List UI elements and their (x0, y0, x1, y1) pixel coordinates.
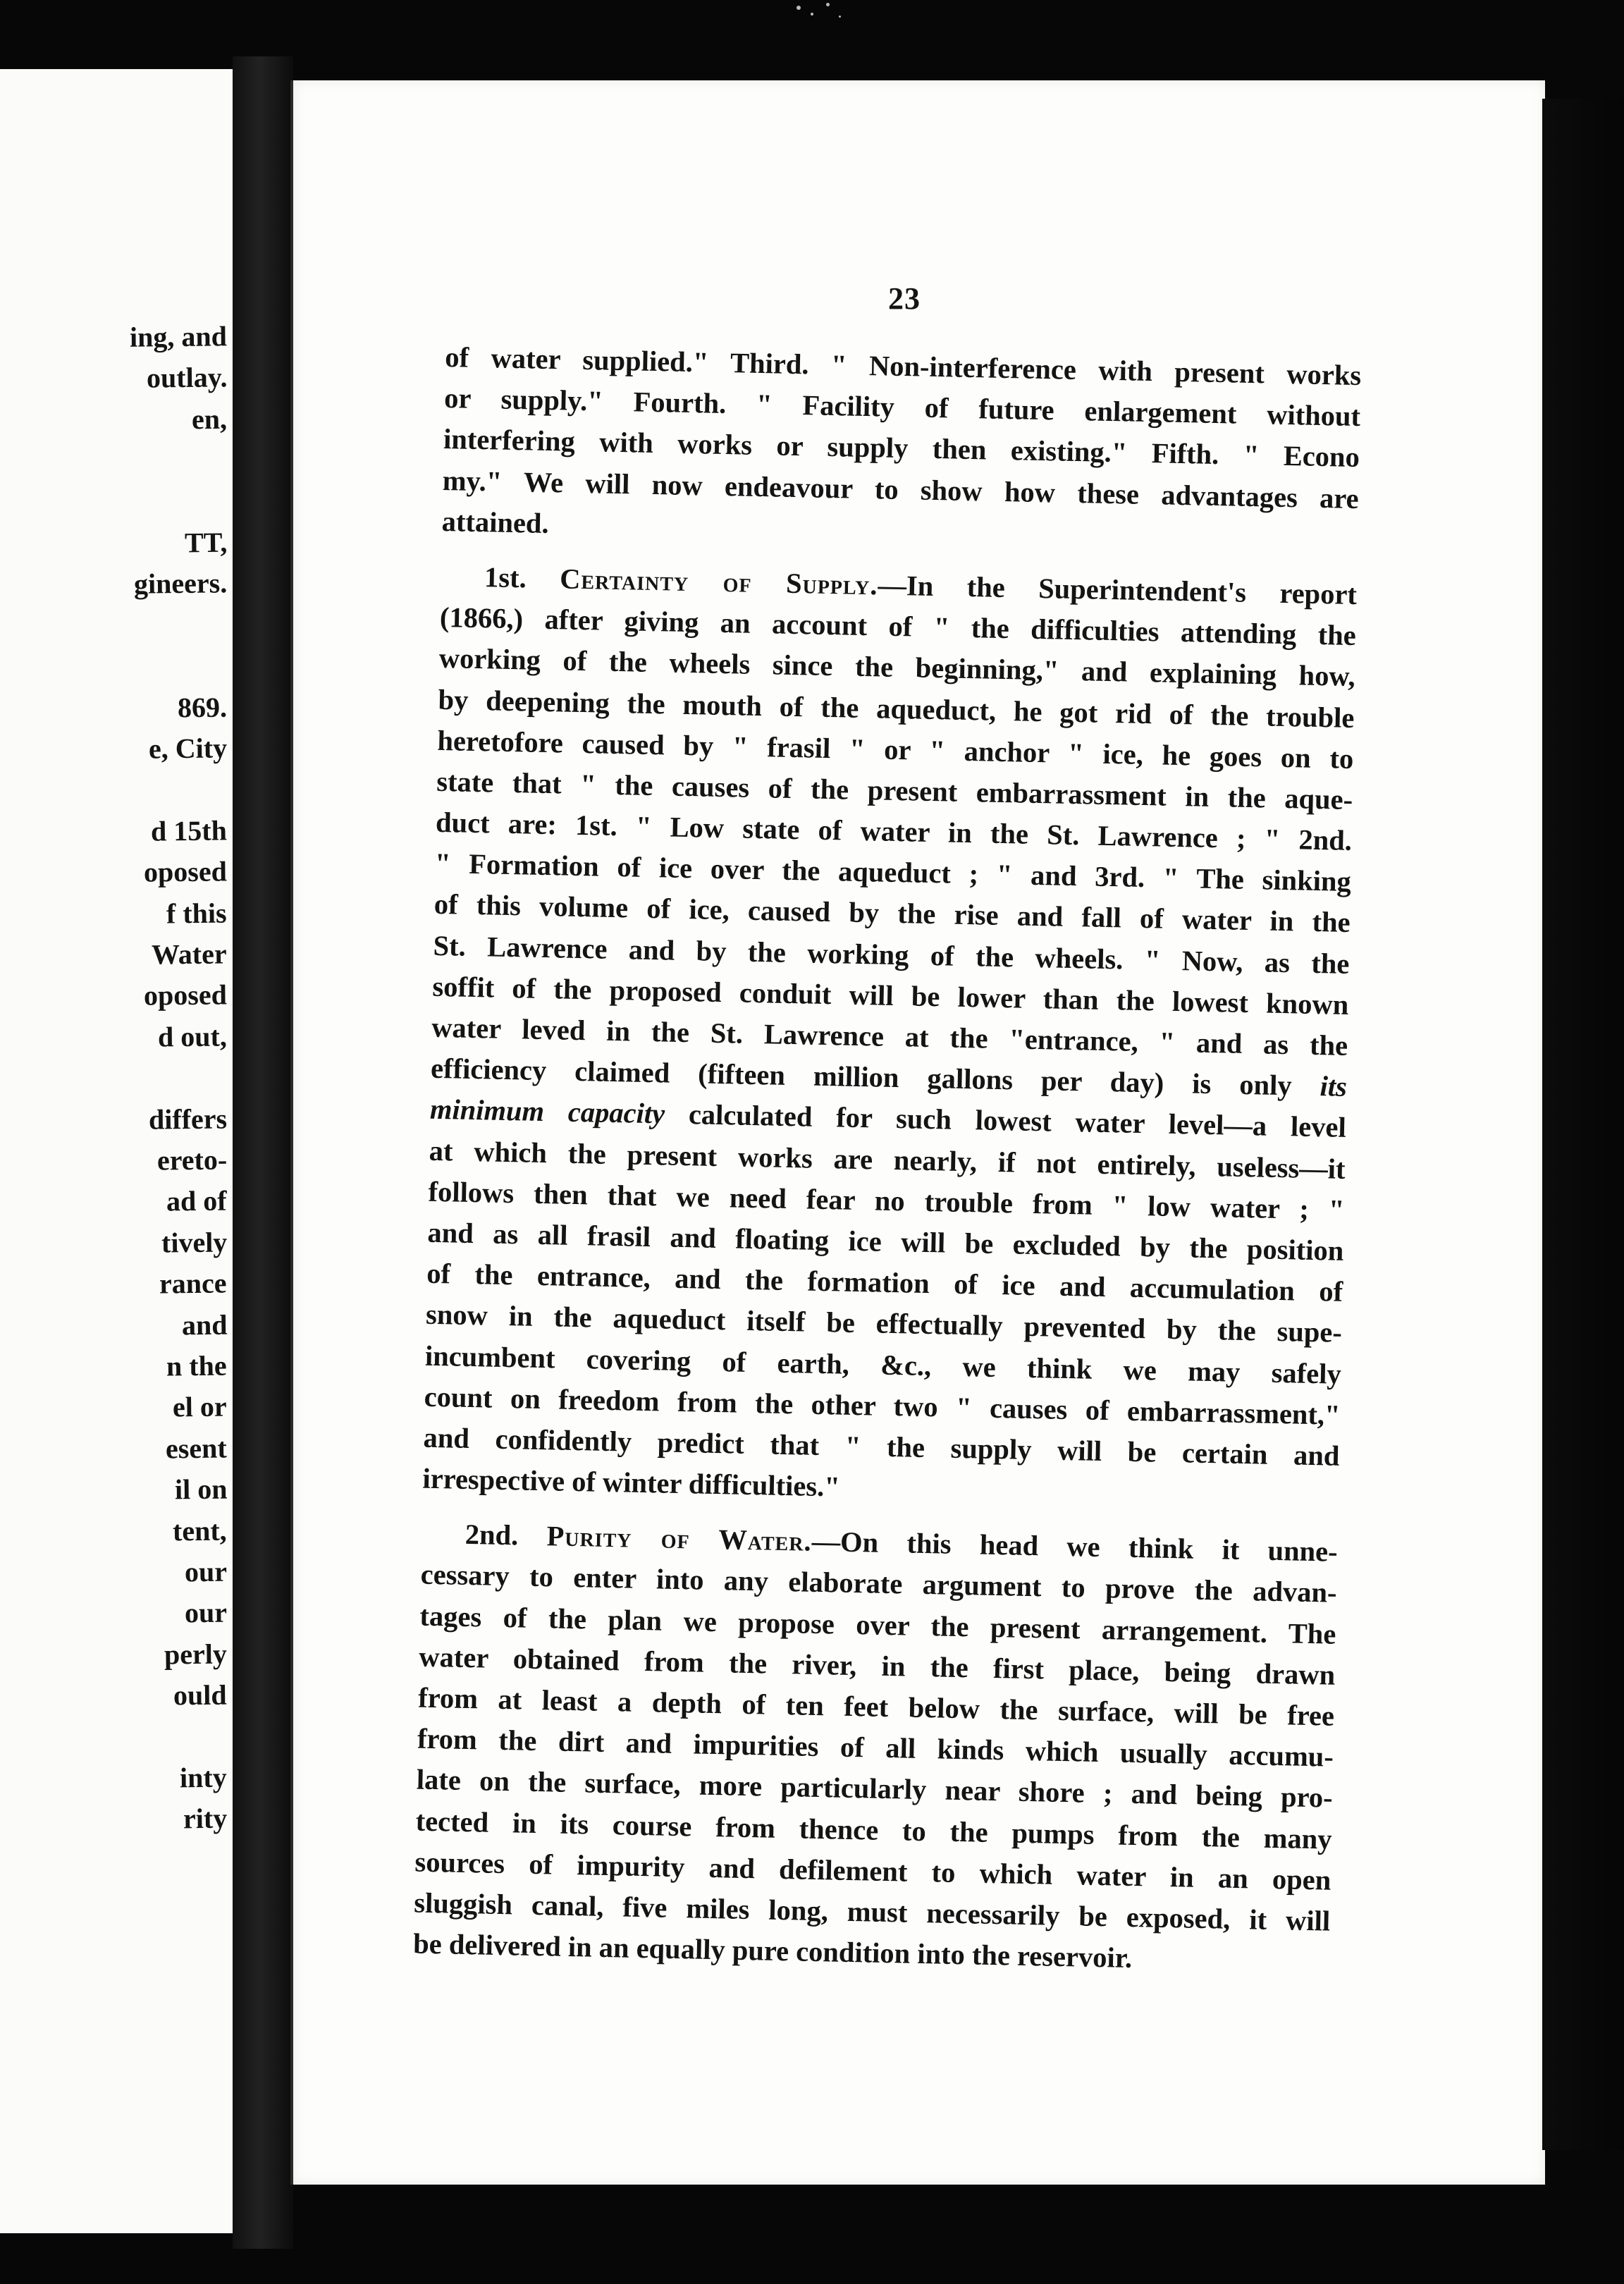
line-text: or supply." Fourth. " Facility of future enlargement without (443, 382, 1361, 433)
left-page-line: f this (166, 897, 228, 930)
section-number: 1st. (484, 561, 560, 595)
left-page-line: ing, and (129, 320, 228, 353)
left-page-line: differs (148, 1103, 228, 1136)
left-page-line: rity (183, 1803, 228, 1835)
left-page-fragment (0, 69, 237, 2233)
line-text: soffit of the proposed conduit will be lower than the lowest known (432, 970, 1349, 1021)
right-background-edge (1542, 99, 1624, 2150)
page-body-text (413, 337, 1362, 1983)
line-text: attained. (441, 505, 550, 539)
line-text: snow in the aqueduct itself be effectually prevented by the supe- (425, 1298, 1343, 1349)
section-number: 2nd. (465, 1518, 548, 1552)
line-text: interfering with works or supply then existing." Fifth. " Econo (443, 423, 1360, 474)
line-text: be delivered in an equally pure condition into the reservoir. (412, 1927, 1133, 1975)
line-text: sluggish canal, five miles long, must necessarily be exposed, it will (413, 1886, 1331, 1937)
line-text: at which the present works are nearly, if not entirely, useless—it (429, 1134, 1346, 1185)
left-page-line: ereto- (156, 1143, 228, 1177)
italic-text: minimum capacity (429, 1093, 665, 1130)
line-text: tages of the plan we propose over the present arrangement. The (419, 1600, 1336, 1650)
line-text: St. Lawrence and by the working of the wheels. " Now, as the (433, 929, 1350, 980)
line-text: my." We will now endeavour to show how these advantages are (442, 464, 1360, 515)
left-page-line: tent, (173, 1514, 228, 1547)
line-text: of this volume of ice, caused by the rise and fall of water in the (433, 888, 1351, 939)
left-page-line: Water (152, 938, 228, 971)
book-gutter (233, 56, 293, 2249)
line-text: from the dirt and impurities of all kinds which usually accumu- (417, 1722, 1334, 1773)
line-text: (1866,) after giving an account of " the difficulties attending the (439, 601, 1357, 652)
section-heading: Purity of Water. (546, 1520, 813, 1558)
left-page-line: oposed (143, 978, 228, 1012)
page-number: 23 (888, 281, 921, 316)
left-page-line: ould (173, 1678, 228, 1712)
line-text: efficiency claimed (fifteen million gallons per day) is only (430, 1052, 1321, 1103)
line-text: state that " the causes of the present embarrassment in the aque- (436, 765, 1353, 816)
line-text: sources of impurity and defilement to which water in an open (414, 1846, 1331, 1896)
line-text: " Formation of ice over the aqueduct ; " and 3rd. " The sinking (434, 847, 1352, 898)
line-text: water leved in the St. Lawrence at the "entrance, " and as the (431, 1011, 1348, 1062)
line-text: tected in its course from thence to the pumps from the many (415, 1805, 1332, 1855)
line-text: water obtained from the river, in the first place, being drawn (418, 1640, 1336, 1691)
line-text: by deepening the mouth of the aqueduct, he got rid of the trouble (438, 683, 1355, 734)
left-page-line: inty (180, 1761, 228, 1794)
left-page-line: our (184, 1555, 228, 1588)
left-page-line: gineers. (133, 567, 228, 601)
line-text: calculated for such lowest water level—a level (664, 1098, 1347, 1144)
line-text: —On this head we think it unne- (811, 1525, 1339, 1568)
left-page-line: d 15th (150, 814, 228, 847)
line-text: and as all frasil and floating ice will be excluded by the position (427, 1216, 1344, 1267)
left-page-line: tively (161, 1226, 228, 1259)
left-page-line: our (184, 1597, 228, 1629)
line-text: working of the wheels since the beginning," and explaining how, (438, 642, 1356, 693)
left-page-line: ad of (166, 1184, 228, 1217)
line-text: duct are: 1st. " Low state of water in the St. Lawrence ; " 2nd. (435, 806, 1353, 857)
line-text: incumbent covering of earth, &c., we think we may safely (424, 1339, 1342, 1390)
line-text: heretofore caused by " frasil " or " anchor " ice, he goes on to (437, 724, 1354, 775)
line-text: count on freedom from the other two " causes of embarrassment," (424, 1380, 1341, 1431)
line-text: irrespective of winter difficulties." (422, 1462, 841, 1503)
left-page-line: oposed (143, 855, 228, 888)
left-page-line: el or (173, 1390, 228, 1423)
left-page-line: outlay. (146, 361, 228, 394)
line-text: of water supplied." Third. " Non-interference with present works (444, 340, 1362, 392)
left-page-line: and (181, 1308, 228, 1341)
left-page-line: esent (166, 1432, 228, 1465)
left-page-line: d out, (157, 1020, 228, 1053)
line-text: from at least a depth of ten feet below the surface, will be free (417, 1681, 1335, 1732)
line-text: of the entrance, and the formation of ice and accumulation of (426, 1257, 1343, 1308)
line-text: follows then that we need fear no trouble from " low water ; " (428, 1175, 1345, 1226)
left-page-line: rance (159, 1267, 228, 1300)
line-text: cessary to enter into any elaborate argument to prove the advan- (420, 1559, 1337, 1609)
scan-specks (789, 0, 853, 28)
section-heading: Certainty of Supply. (559, 563, 878, 601)
left-page-line: e, City (148, 732, 228, 765)
line-text: and confidently predict that " the supply will be certain and (423, 1421, 1340, 1472)
left-page-line: n the (166, 1349, 228, 1382)
line-text: —In the Superintendent's report (878, 569, 1358, 610)
italic-text: its (1320, 1070, 1348, 1103)
line-text: late on the surface, more particularly near shore ; and being pro- (416, 1763, 1334, 1815)
left-page-line: 869. (177, 691, 228, 723)
left-page-line: TT, (184, 526, 228, 559)
left-page-line: perly (164, 1638, 228, 1671)
left-page-line: il on (174, 1473, 228, 1506)
left-page-line: en, (191, 403, 228, 436)
